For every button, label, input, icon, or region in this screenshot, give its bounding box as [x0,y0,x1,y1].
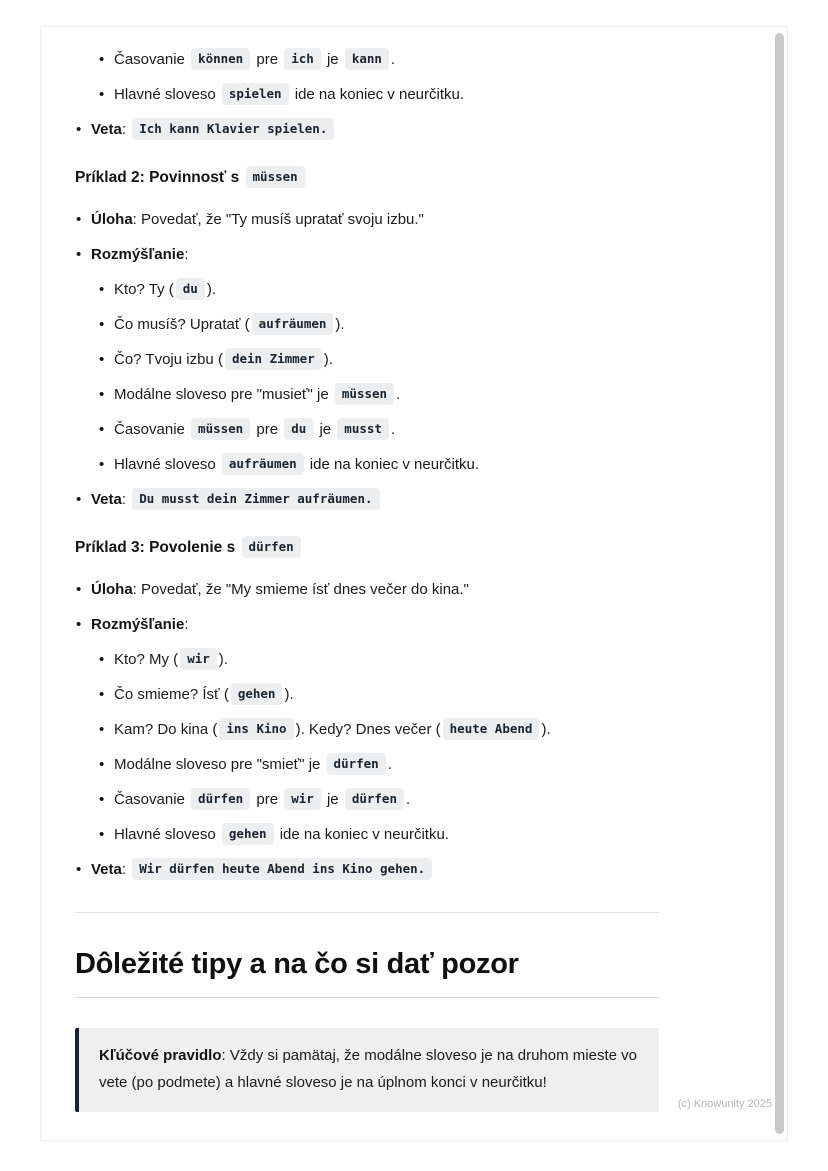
text-run: : Povedať, že "Ty musíš upratať svoju izbu." [132,211,424,228]
list-item [75,208,659,232]
bullet-icon: • [99,316,105,333]
code-chip: können [191,48,250,70]
code-chip: gehen [231,683,283,705]
text-run: ). [323,351,333,368]
text-run: je [322,791,343,808]
code-chip: Wir dürfen heute Abend ins Kino gehen. [132,858,432,880]
bullet-icon: • [99,86,105,103]
bullet-icon: • [99,421,105,438]
text-run: ide na koniec v neurčitku. [305,456,480,473]
list-item-text [91,861,434,878]
bullet-list [75,578,659,882]
text-run: pre [252,51,283,68]
text-run: . [387,756,392,773]
bullet-icon: • [99,721,105,738]
list-item [98,83,659,107]
text-run: Časovanie [114,421,190,438]
text-run: . [405,791,411,808]
bold-text: Kľúčové pravidlo [99,1047,222,1064]
text-run: ide na koniec v neurčitku. [290,86,465,103]
text-run: : Vždy si pamätaj, že modálne sloveso je na druhom mieste vo vete (po podmete) a hlavné sloveso je na úplnom konci v neurčitku! [99,1047,638,1091]
list-item [98,683,659,707]
list-item-text [114,651,228,668]
text-run: : [184,246,189,263]
bullet-list [75,48,659,142]
bullet-icon: • [76,246,82,263]
bold-text: Úloha [91,211,133,228]
code-chip: dürfen [242,536,301,558]
list-item-text [114,51,395,68]
code-chip: heute Abend [443,718,540,740]
list-item [98,753,659,777]
text-run: : [121,121,131,138]
section-heading: Dôležité tipy a na čo si dať pozor [75,947,659,998]
list-item-text [91,581,469,598]
bullet-icon: • [76,121,82,138]
list-item [98,418,659,442]
bold-text: Rozmýšľanie [91,616,185,633]
code-chip: dürfen [327,753,386,775]
text-run: ). [206,281,216,298]
code-chip: musst [337,418,389,440]
scrollbar-thumb[interactable] [775,33,784,1134]
bold-text: Veta [91,121,122,138]
code-chip: gehen [222,823,274,845]
text-run: . [396,386,401,403]
code-chip: Du musst dein Zimmer aufräumen. [132,488,379,510]
list-item [98,718,659,742]
bold-text: Príklad 3: Povolenie s [75,539,240,556]
example-heading [75,536,659,560]
list-item-text [91,491,382,508]
text-run: : [121,861,131,878]
list-item [75,578,659,602]
example-heading [75,166,659,190]
text-run: Hlavné sloveso [114,456,220,473]
bullet-icon: • [99,51,105,68]
text-run: ). [335,316,345,333]
code-chip: wir [180,648,217,670]
bullet-icon: • [99,791,105,808]
callout-text [99,1042,637,1096]
copyright-watermark: (c) Knowunity 2025 [677,1098,772,1110]
text-run: Kam? Do kina ( [114,721,218,738]
bullet-icon: • [99,386,105,403]
list-item-text [114,351,333,368]
code-chip: du [284,418,313,440]
text-run: ). [541,721,551,738]
bullet-icon: • [99,281,105,298]
list-item [98,383,659,407]
bullet-icon: • [99,826,105,843]
list-item [98,348,659,372]
bullet-icon: • [99,351,105,368]
bullet-icon: • [76,616,82,633]
bullet-icon: • [99,686,105,703]
code-chip: müssen [335,383,394,405]
code-chip: dein Zimmer [225,348,322,370]
code-chip: wir [284,788,321,810]
bold-text: Veta [91,491,122,508]
text-run: Časovanie [114,51,190,68]
text-run: Čo musíš? Upratať ( [114,316,250,333]
text-run: . [390,51,396,68]
text-run: Modálne sloveso pre "musieť" je [114,386,333,403]
list-item [98,823,659,847]
list-item-text [114,281,216,298]
list-item-text [91,121,336,138]
code-chip: kann [345,48,389,70]
code-chip: aufräumen [252,313,334,335]
document-body [41,27,787,1140]
bullet-icon: • [76,861,82,878]
code-chip: dürfen [191,788,250,810]
list-item [98,788,659,812]
code-chip: dürfen [345,788,404,810]
code-chip: du [176,278,205,300]
text-run: je [315,421,336,438]
list-item [98,278,659,302]
list-item [75,488,659,512]
bullet-icon: • [76,491,82,508]
code-chip: ich [284,48,321,70]
list-item [98,48,659,72]
list-item-text [91,616,188,633]
text-run: ide na koniec v neurčitku. [275,826,449,843]
section-divider [75,912,659,913]
text-run: Kto? Ty ( [114,281,174,298]
bold-text: Rozmýšľanie [91,246,185,263]
bold-text: Príklad 2: Povinnosť s [75,169,244,186]
document-card [40,26,788,1141]
list-item [75,243,659,267]
bullet-icon: • [76,581,82,598]
code-chip: müssen [246,166,305,188]
text-run: Hlavné sloveso [114,86,220,103]
bold-text: Veta [91,861,122,878]
code-chip: ins Kino [219,718,293,740]
code-chip: müssen [191,418,250,440]
list-item [75,613,659,637]
list-item [75,118,659,142]
list-item-text [114,826,449,843]
key-rule-callout [75,1028,659,1112]
text-run: je [322,51,343,68]
text-run: : [184,616,189,633]
text-run: Čo smieme? Ísť ( [114,686,229,703]
code-chip: spielen [222,83,289,105]
bullet-list [75,208,659,512]
list-item-text [114,316,345,333]
text-run: Čo? Tvoju izbu ( [114,351,223,368]
text-run: pre [252,791,283,808]
text-run: Kto? My ( [114,651,179,668]
code-chip: Ich kann Klavier spielen. [132,118,334,140]
text-run: Hlavné sloveso [114,826,220,843]
code-chip: aufräumen [222,453,304,475]
bullet-icon: • [99,651,105,668]
text-run: : Povedať, že "My smieme ísť dnes večer do kina." [132,581,469,598]
bullet-icon: • [76,211,82,228]
list-item [98,453,659,477]
bold-text: Úloha [91,581,133,598]
list-item [98,313,659,337]
text-run: Časovanie [114,791,190,808]
bullet-icon: • [99,756,105,773]
text-run: . [390,421,396,438]
list-item-text [91,211,424,228]
list-item-text [91,246,188,263]
bullet-icon: • [99,456,105,473]
list-item-text [114,756,392,773]
list-item-text [114,86,464,103]
list-item-text [114,791,410,808]
text-run: : [121,491,131,508]
text-run: ). [284,686,294,703]
text-run: Modálne sloveso pre "smieť" je [114,756,325,773]
list-item-text [114,421,395,438]
text-run: ). Kedy? Dnes večer ( [295,721,441,738]
list-item-text [114,386,400,403]
list-item [98,648,659,672]
list-item-text [114,686,294,703]
list-item [75,858,659,882]
text-run: ). [218,651,228,668]
text-run: pre [252,421,283,438]
list-item-text [114,456,479,473]
list-item-text [114,721,551,738]
